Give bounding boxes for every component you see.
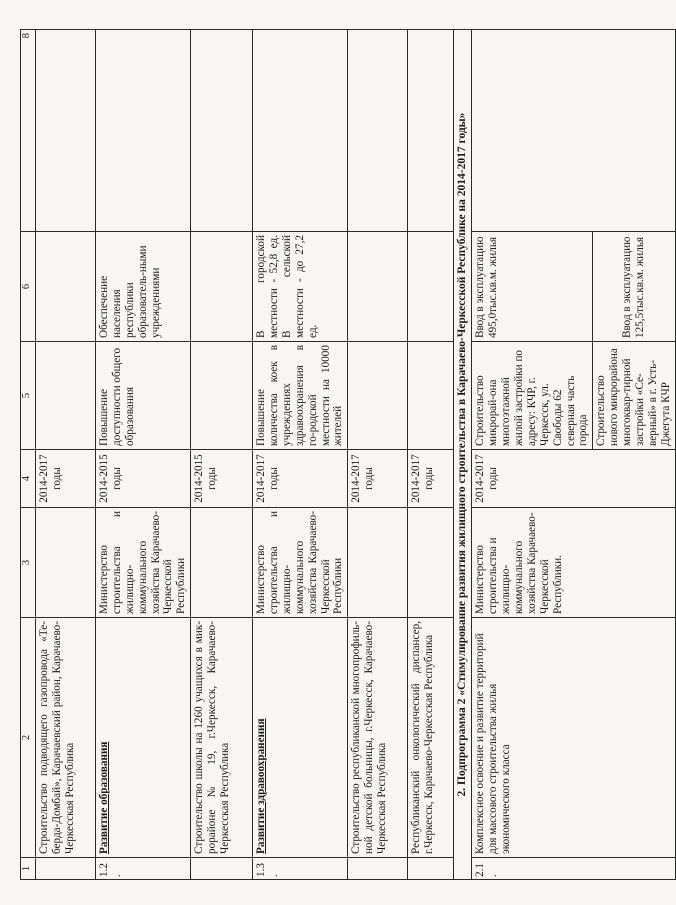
row-extra [96, 30, 191, 232]
row-extra [472, 30, 675, 232]
row-term: 2014-2017 годы [348, 450, 408, 508]
column-number-row [21, 30, 36, 880]
header-cell: 5 [21, 342, 36, 450]
row-goal-2: Ввод в эксплуатацию 125,5тыс.кв.м. жилья [593, 232, 675, 342]
row-goal [348, 232, 408, 342]
row-name: Строительство школы на 1260 учащихся в мик-рорайоне № 19, г.Черкесск, Карачаево-Черкесская Республика [191, 618, 253, 858]
program-table [20, 29, 676, 880]
row-goal-1: Ввод в эксплуатацию 495,0тыс.кв.м. жилья [472, 232, 593, 342]
row-number [348, 858, 408, 880]
row-number: 2.1. [472, 858, 675, 880]
row-goal [36, 232, 96, 342]
row-number [36, 858, 96, 880]
table-row [191, 30, 253, 880]
row-result-1: Строительство микрорай-она многоэтажной жилой застройки по адресу: КЧР, г. Черкесск, ул. Свободы 62 северная часть города [472, 342, 593, 450]
table-row [36, 30, 96, 880]
row-extra [191, 30, 253, 232]
rotated-document-page [20, 30, 672, 880]
row-name-text: Развитие здравоохранения [255, 718, 268, 854]
row-result: Повышение доступности общего образования [96, 342, 191, 450]
row-executor: Министерство строительства и жилищно-коммунального хозяйства Карачаево-Черкесской Республики. [472, 508, 675, 618]
table-row [472, 30, 593, 880]
row-term: 2014-2017 годы [408, 450, 454, 508]
row-result: Повышение количества коек в учреждениях здравоохранения в го-родской местности на 10000 жителей [253, 342, 348, 450]
table-row [408, 30, 454, 880]
row-name-text: Развитие образования [98, 741, 110, 854]
row-number [408, 858, 454, 880]
row-extra [348, 30, 408, 232]
table-row [96, 30, 191, 880]
row-name: Строительство республиканской многопрофиль-ной детской больницы, г.Черкесск, Карачаево-Черкесская Республика [348, 618, 408, 858]
table-row [253, 30, 348, 880]
row-executor [408, 508, 454, 618]
header-cell: 3 [21, 508, 36, 618]
row-goal [191, 232, 253, 342]
row-executor: Министерство строительства и жилищно-коммунального хозяйства Карачаево-Черкесской Республики [96, 508, 191, 618]
row-name: Республиканский онкологический диспансер, г.Черкесск, Карачаево-Черкесская Республика [408, 618, 454, 858]
row-extra [408, 30, 454, 232]
header-cell: 6 [21, 232, 36, 342]
row-goal [408, 232, 454, 342]
row-number [191, 858, 253, 880]
row-executor: Министерство строительства и жилищно-коммунального хозяйства Карачаево-Черкесской Республики [253, 508, 348, 618]
row-extra [36, 30, 96, 232]
row-name: Комплексное освоение и развитие территорий для массового строительства жилья экономического класса [472, 618, 675, 858]
row-result [348, 342, 408, 450]
row-name: Строительство подводящего газопровода «Те-берда-Домбай», Карачаевский район, Карачаево-Черкесская Республика [36, 618, 96, 858]
row-result-2: Строительство нового микрорайона многоквар-тирной застройки «Се-верный» в г. Усть-Джегута КЧР [593, 342, 675, 450]
row-executor [348, 508, 408, 618]
row-extra [253, 30, 348, 232]
table-row [348, 30, 408, 880]
row-term: 2014-2017 годы [36, 450, 96, 508]
row-term: 2014-2015 годы [191, 450, 253, 508]
row-term: 2014-2017 годы [472, 450, 675, 508]
row-number: 1.2. [96, 858, 191, 880]
row-goal: В городской местности - 52,8 ед. В сельской местности - до 27,2 ед. [253, 232, 348, 342]
row-result [36, 342, 96, 450]
row-term: 2014-2015 годы [96, 450, 191, 508]
header-cell: 1 [21, 858, 36, 880]
row-result [408, 342, 454, 450]
row-name [253, 618, 348, 858]
row-term: 2014-2017 годы [253, 450, 348, 508]
row-name [96, 618, 191, 858]
row-executor [36, 508, 96, 618]
header-cell: 2 [21, 618, 36, 858]
subprogram-row [454, 30, 472, 880]
row-goal: Обеспечение населения республики образователь-ными учреждениями [96, 232, 191, 342]
subprogram-title: 2. Подпрограмма 2 «Стимулирование развития жилищного строительства в Карачаево-Черкесской Республике на 2014-2017 годы» [454, 30, 472, 880]
row-number: 1.3. [253, 858, 348, 880]
header-cell: 4 [21, 450, 36, 508]
header-cell: 8 [21, 30, 36, 232]
row-result [191, 342, 253, 450]
row-executor [191, 508, 253, 618]
